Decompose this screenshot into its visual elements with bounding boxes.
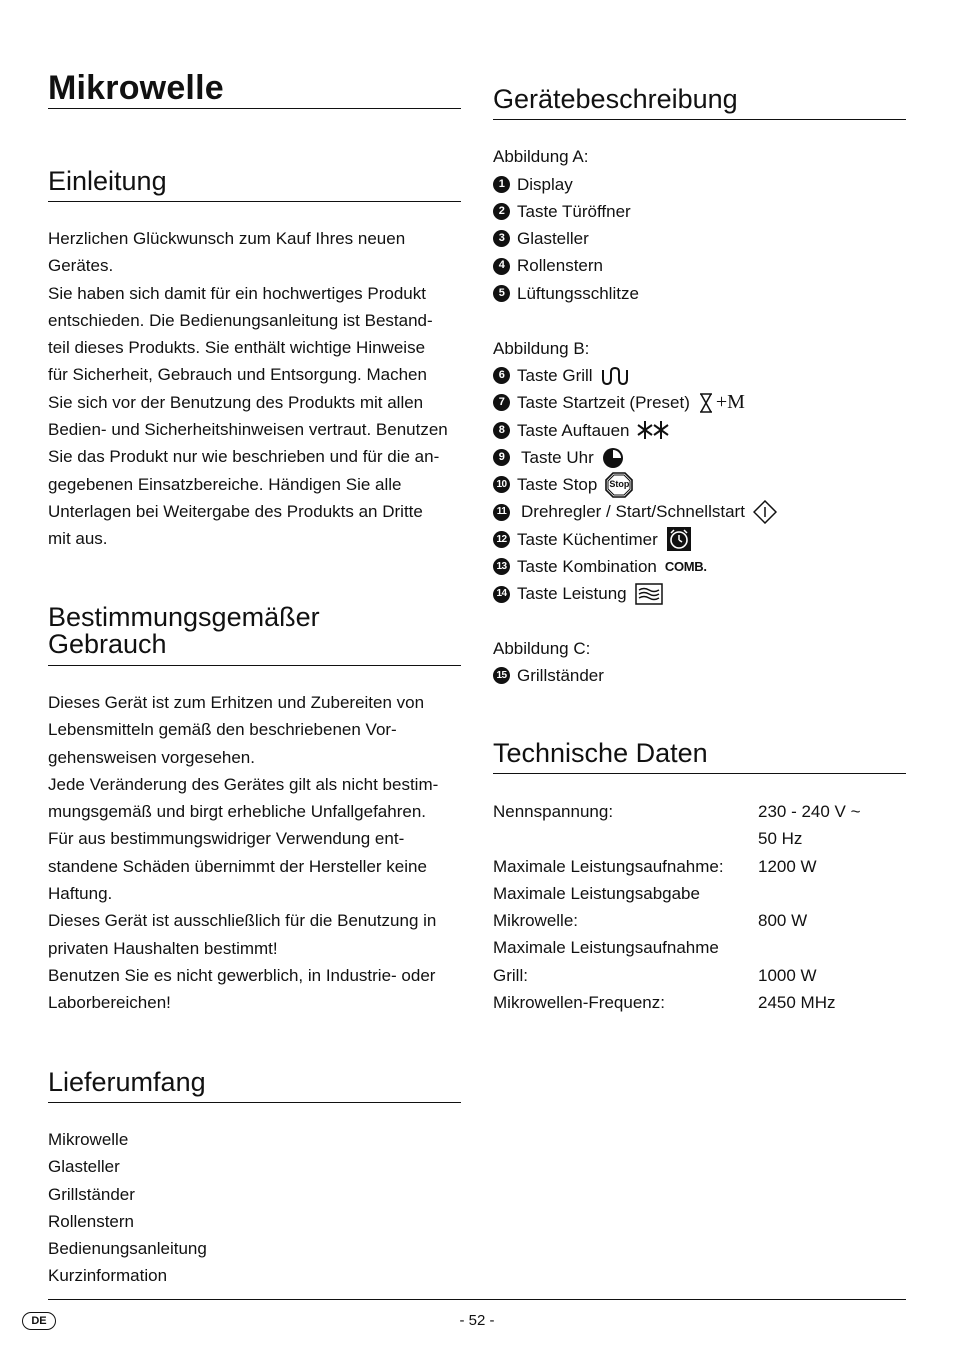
legend-label: Glasteller xyxy=(517,229,589,249)
technische-daten-table xyxy=(493,798,906,1016)
number-badge: 1 xyxy=(493,176,510,193)
number-badge: 2 xyxy=(493,203,510,220)
text-line: Gerätes. xyxy=(48,256,114,276)
lieferumfang-rule xyxy=(48,1102,461,1103)
legend-item xyxy=(493,389,777,416)
preset-icon xyxy=(698,389,745,416)
timer-icon xyxy=(666,526,692,552)
text-line: Sie das Produkt nur wie beschrieben und für die an- xyxy=(48,447,440,467)
legend-item xyxy=(493,362,777,389)
legend-item xyxy=(493,252,639,279)
text-line: Haftung. xyxy=(48,884,113,904)
abbildung-c-label: Abbildung C: xyxy=(493,638,591,658)
number-badge: 5 xyxy=(493,285,510,302)
text-line: Benutzen Sie es nicht gewerblich, in Industrie- oder xyxy=(48,965,436,985)
text-line: mit aus. xyxy=(48,529,108,549)
number-badge: 11 xyxy=(493,504,510,521)
list-item: Bedienungsanleitung xyxy=(48,1239,207,1259)
page-number: - 52 - xyxy=(459,1312,495,1329)
legend-item xyxy=(493,553,777,580)
spec-key: Mikrowelle: xyxy=(493,911,579,931)
list-item: Rollenstern xyxy=(48,1211,134,1231)
text-line: Sie sich vor der Benutzung des Produkts mit allen xyxy=(48,392,424,412)
legend-label: Taste Uhr xyxy=(521,447,594,467)
heading-bestimmung xyxy=(48,604,320,658)
stop-icon xyxy=(605,472,633,498)
spec-value: 2450 MHz xyxy=(758,993,836,1013)
text-line: Herzlichen Glückwunsch zum Kauf Ihres neuen xyxy=(48,229,406,248)
text-line: Jede Veränderung des Gerätes gilt als nicht bestim- xyxy=(48,774,439,794)
abbildung-b-list xyxy=(493,362,777,608)
legend-item xyxy=(493,498,777,525)
text-line: Sie haben sich damit für ein hochwertiges Produkt xyxy=(48,283,426,303)
heading-bestimmung-line2: Gebrauch xyxy=(48,629,167,659)
lieferumfang-list xyxy=(48,1126,207,1290)
spec-key: Mikrowellen-Frequenz: xyxy=(493,993,665,1013)
text-line: für Sicherheit, Gebrauch und Entsorgung. Machen xyxy=(48,365,427,385)
legend-item xyxy=(493,171,639,198)
table-row xyxy=(493,989,906,1016)
number-badge: 12 xyxy=(493,531,510,548)
spec-key: Nennspannung: xyxy=(493,802,614,821)
footer-rule xyxy=(48,1299,906,1300)
heading-bestimmung-line1: Bestimmungsgemäßer xyxy=(48,602,320,632)
number-badge: 9 xyxy=(493,449,510,466)
text-line: entschieden. Die Bedienungsanleitung ist Bestand- xyxy=(48,310,433,330)
list-item: Kurzinformation xyxy=(48,1266,168,1286)
table-row xyxy=(493,907,906,934)
legend-label: Taste Stop xyxy=(517,475,598,495)
einleitung-text xyxy=(48,225,461,553)
legend-item xyxy=(493,526,777,553)
number-badge: 8 xyxy=(493,422,510,439)
legend-label: Lüftungsschlitze xyxy=(517,283,639,303)
text-line: Dieses Gerät ist zum Erhitzen und Zubereiten von xyxy=(48,693,425,712)
legend-label: Rollenstern xyxy=(517,256,603,276)
legend-label: Taste Kombination xyxy=(517,557,657,577)
table-row xyxy=(493,825,906,852)
text-line: mungsgemäß und birgt erhebliche Unfallgefahren. xyxy=(48,802,427,822)
spec-value: 50 Hz xyxy=(758,829,803,849)
heading-einleitung: Einleitung xyxy=(48,166,167,196)
legend-label: Display xyxy=(517,174,573,194)
number-badge: 10 xyxy=(493,476,510,493)
number-badge: 4 xyxy=(493,258,510,275)
technik-rule xyxy=(493,773,906,774)
legend-label: Taste Auftauen xyxy=(517,420,630,440)
text-line: teil dieses Produkts. Sie enthält wichtige Hinweise xyxy=(48,338,426,358)
legend-item xyxy=(493,198,639,225)
preset-label: +M xyxy=(715,391,745,414)
text-line: Bedien- und Sicherheitshinweisen vertraut. Benutzen xyxy=(48,420,448,440)
defrost-icon xyxy=(637,419,669,441)
spec-value: 230 - 240 V ~ xyxy=(758,802,861,821)
table-row xyxy=(493,934,906,961)
legend-label: Taste Küchentimer xyxy=(517,529,658,549)
number-badge: 6 xyxy=(493,367,510,384)
abbildung-c-list xyxy=(493,662,604,689)
text-line: privaten Haushalten bestimmt! xyxy=(48,938,278,958)
spec-key: Grill: xyxy=(493,965,528,985)
legend-label: Taste Türöffner xyxy=(517,201,631,221)
spec-key: Maximale Leistungsabgabe xyxy=(493,883,700,903)
grill-icon xyxy=(601,366,629,386)
heading-geraetebeschreibung: Gerätebeschreibung xyxy=(493,84,738,114)
table-row xyxy=(493,880,906,907)
dial-icon xyxy=(753,500,777,524)
spec-key: Maximale Leistungsaufnahme: xyxy=(493,856,724,876)
einleitung-rule xyxy=(48,201,461,202)
legend-label: Drehregler / Start/Schnellstart xyxy=(521,502,745,522)
legend-item xyxy=(493,580,777,607)
bestimmung-rule xyxy=(48,665,461,666)
number-badge: 13 xyxy=(493,558,510,575)
bestimmung-text xyxy=(48,689,461,1017)
heading-lieferumfang: Lieferumfang xyxy=(48,1067,206,1097)
spec-key: Maximale Leistungsaufnahme xyxy=(493,938,719,958)
table-row xyxy=(493,853,906,880)
text-line: Lebensmitteln gemäß den beschriebenen Vor- xyxy=(48,720,397,740)
geraet-rule xyxy=(493,119,906,120)
legend-item xyxy=(493,280,639,307)
text-line: Unterlagen bei Weitergabe des Produkts an Dritte xyxy=(48,501,423,521)
number-badge: 3 xyxy=(493,230,510,247)
title-rule xyxy=(48,108,461,109)
number-badge: 7 xyxy=(493,394,510,411)
language-badge: DE xyxy=(22,1312,56,1330)
stop-label: Stop xyxy=(609,479,630,490)
legend-item xyxy=(493,471,777,498)
clock-icon xyxy=(602,447,624,469)
text-line: Dieses Gerät ist ausschließlich für die Benutzung in xyxy=(48,911,437,931)
text-line: Für aus bestimmungswidriger Verwendung ent- xyxy=(48,829,405,849)
text-line: Laborbereichen! xyxy=(48,993,171,1013)
legend-label: Taste Grill xyxy=(517,366,593,385)
list-item: Glasteller xyxy=(48,1157,120,1177)
table-row xyxy=(493,798,906,825)
legend-item xyxy=(493,225,639,252)
legend-label: Taste Leistung xyxy=(517,584,627,604)
list-item: Mikrowelle xyxy=(48,1130,129,1149)
abbildung-a-list xyxy=(493,171,639,307)
spec-value: 1000 W xyxy=(758,965,817,985)
legend-item xyxy=(493,417,777,444)
legend-label: Taste Startzeit (Preset) xyxy=(517,393,690,413)
comb-icon: COMB. xyxy=(664,559,707,575)
abbildung-a-label: Abbildung A: xyxy=(493,147,589,166)
table-row xyxy=(493,962,906,989)
list-item: Grillständer xyxy=(48,1184,135,1204)
page-title: Mikrowelle xyxy=(48,69,224,107)
abbildung-b-label: Abbildung B: xyxy=(493,338,590,358)
number-badge: 14 xyxy=(493,586,510,603)
spec-value: 800 W xyxy=(758,911,808,931)
text-line: gegebenen Einsatzbereiche. Händigen Sie alle xyxy=(48,474,402,494)
legend-item xyxy=(493,662,604,689)
text-line: standene Schäden übernimmt der Hersteller keine xyxy=(48,856,427,876)
spec-value: 1200 W xyxy=(758,856,817,876)
legend-label: Grillständer xyxy=(517,666,604,685)
power-icon xyxy=(635,583,663,605)
number-badge: 15 xyxy=(493,667,510,684)
heading-technische-daten: Technische Daten xyxy=(493,738,708,768)
text-line: gehensweisen vorgesehen. xyxy=(48,747,255,767)
legend-item xyxy=(493,444,777,471)
